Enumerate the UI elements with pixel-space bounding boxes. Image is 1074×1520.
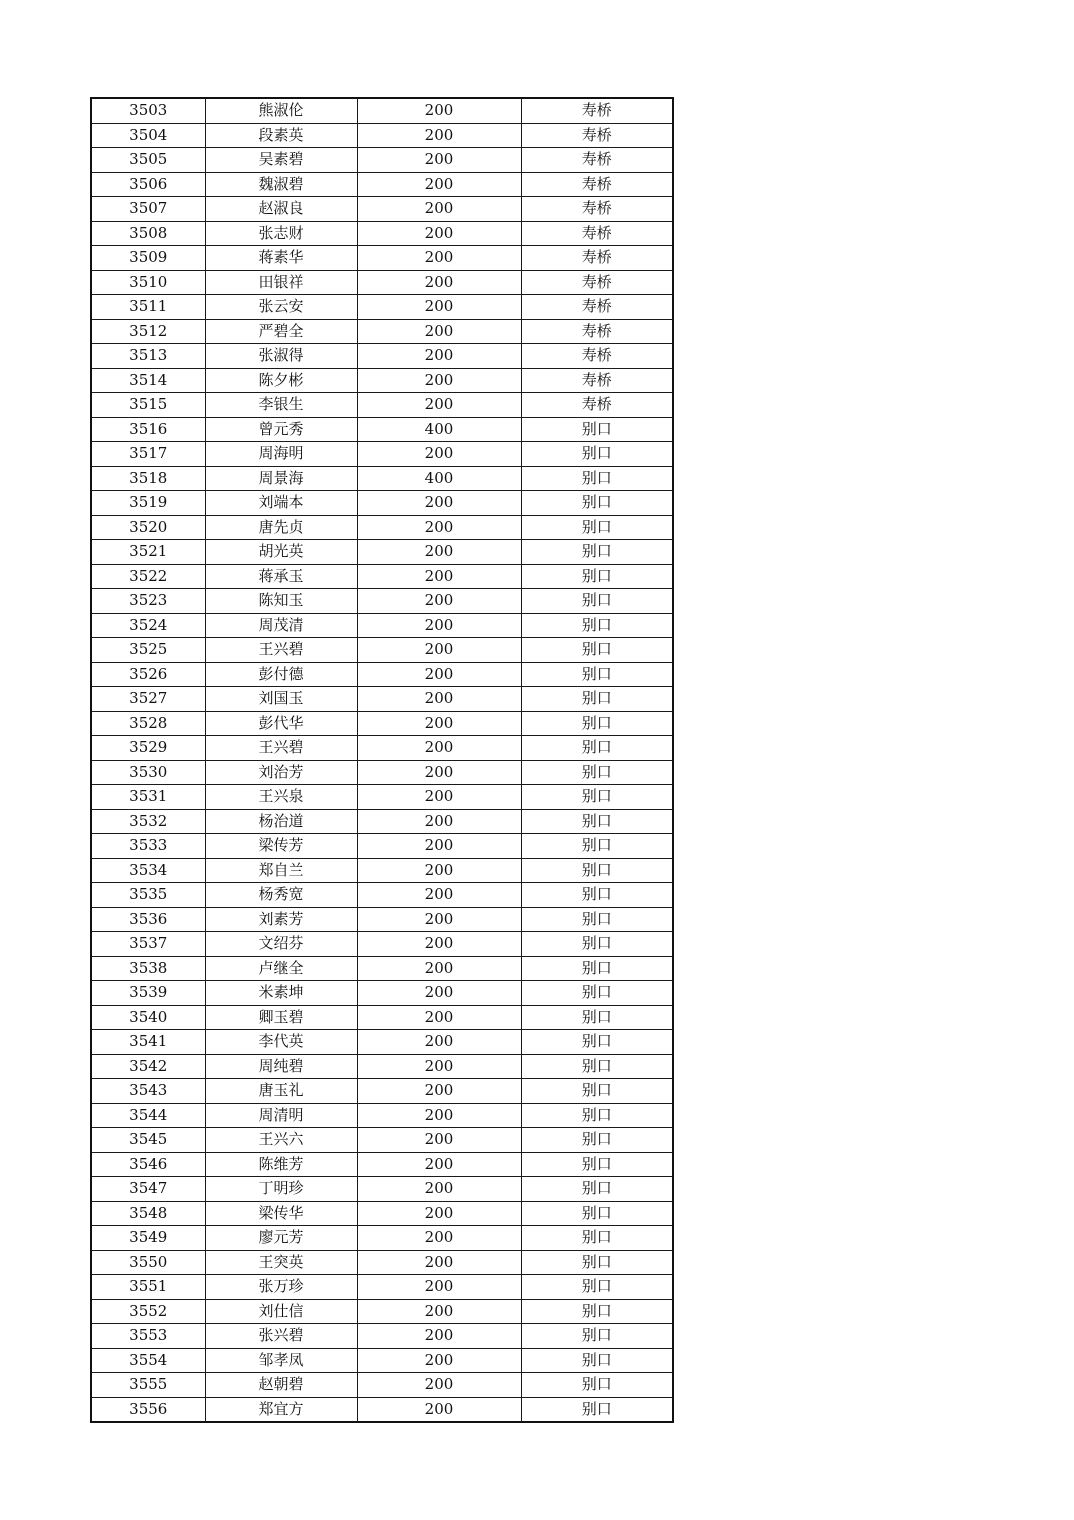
location-cell: 寿桥 bbox=[521, 148, 673, 173]
table-row bbox=[91, 1054, 673, 1079]
name-cell: 唐玉礼 bbox=[205, 1079, 357, 1104]
amount-cell: 200 bbox=[357, 1177, 521, 1202]
amount-cell: 200 bbox=[357, 393, 521, 418]
table-row bbox=[91, 172, 673, 197]
table-row bbox=[91, 687, 673, 712]
location-cell: 别口 bbox=[521, 466, 673, 491]
name-cell: 唐先贞 bbox=[205, 515, 357, 540]
name-cell: 赵朝碧 bbox=[205, 1373, 357, 1398]
table-row bbox=[91, 711, 673, 736]
row-number-cell: 3508 bbox=[91, 221, 205, 246]
location-cell: 别口 bbox=[521, 1201, 673, 1226]
amount-cell: 200 bbox=[357, 123, 521, 148]
amount-cell: 200 bbox=[357, 956, 521, 981]
row-number-cell: 3545 bbox=[91, 1128, 205, 1153]
table-row bbox=[91, 540, 673, 565]
name-cell: 陈夕彬 bbox=[205, 368, 357, 393]
amount-cell: 200 bbox=[357, 491, 521, 516]
table-row bbox=[91, 736, 673, 761]
amount-cell: 200 bbox=[357, 1275, 521, 1300]
row-number-cell: 3537 bbox=[91, 932, 205, 957]
table-row bbox=[91, 907, 673, 932]
location-cell: 寿桥 bbox=[521, 221, 673, 246]
location-cell: 别口 bbox=[521, 417, 673, 442]
name-cell: 周景海 bbox=[205, 466, 357, 491]
row-number-cell: 3531 bbox=[91, 785, 205, 810]
name-cell: 杨秀宽 bbox=[205, 883, 357, 908]
name-cell: 陈知玉 bbox=[205, 589, 357, 614]
location-cell: 寿桥 bbox=[521, 123, 673, 148]
name-cell: 张云安 bbox=[205, 295, 357, 320]
amount-cell: 200 bbox=[357, 809, 521, 834]
table-row bbox=[91, 1348, 673, 1373]
name-cell: 彭付德 bbox=[205, 662, 357, 687]
row-number-cell: 3556 bbox=[91, 1397, 205, 1422]
table-row bbox=[91, 1005, 673, 1030]
table-row bbox=[91, 564, 673, 589]
row-number-cell: 3516 bbox=[91, 417, 205, 442]
location-cell: 别口 bbox=[521, 1030, 673, 1055]
location-cell: 别口 bbox=[521, 687, 673, 712]
row-number-cell: 3548 bbox=[91, 1201, 205, 1226]
amount-cell: 200 bbox=[357, 246, 521, 271]
location-cell: 别口 bbox=[521, 1054, 673, 1079]
row-number-cell: 3523 bbox=[91, 589, 205, 614]
amount-cell: 200 bbox=[357, 1348, 521, 1373]
table-body bbox=[91, 98, 673, 1422]
location-cell: 别口 bbox=[521, 1152, 673, 1177]
amount-cell: 200 bbox=[357, 1299, 521, 1324]
name-cell: 郑宜方 bbox=[205, 1397, 357, 1422]
row-number-cell: 3517 bbox=[91, 442, 205, 467]
location-cell: 寿桥 bbox=[521, 246, 673, 271]
location-cell: 别口 bbox=[521, 883, 673, 908]
table-row bbox=[91, 662, 673, 687]
table-row bbox=[91, 981, 673, 1006]
name-cell: 周纯碧 bbox=[205, 1054, 357, 1079]
location-cell: 寿桥 bbox=[521, 98, 673, 123]
amount-cell: 200 bbox=[357, 687, 521, 712]
amount-cell: 200 bbox=[357, 589, 521, 614]
name-cell: 曾元秀 bbox=[205, 417, 357, 442]
table-row bbox=[91, 1030, 673, 1055]
location-cell: 别口 bbox=[521, 1079, 673, 1104]
row-number-cell: 3503 bbox=[91, 98, 205, 123]
row-number-cell: 3549 bbox=[91, 1226, 205, 1251]
table-row bbox=[91, 417, 673, 442]
row-number-cell: 3554 bbox=[91, 1348, 205, 1373]
table-row bbox=[91, 466, 673, 491]
name-cell: 王兴碧 bbox=[205, 638, 357, 663]
table-row bbox=[91, 491, 673, 516]
location-cell: 别口 bbox=[521, 834, 673, 859]
amount-cell: 200 bbox=[357, 98, 521, 123]
amount-cell: 200 bbox=[357, 1103, 521, 1128]
row-number-cell: 3515 bbox=[91, 393, 205, 418]
table-row bbox=[91, 393, 673, 418]
table-row bbox=[91, 1103, 673, 1128]
name-cell: 杨治道 bbox=[205, 809, 357, 834]
amount-cell: 200 bbox=[357, 1226, 521, 1251]
amount-cell: 200 bbox=[357, 1054, 521, 1079]
name-cell: 刘素芳 bbox=[205, 907, 357, 932]
name-cell: 廖元芳 bbox=[205, 1226, 357, 1251]
amount-cell: 200 bbox=[357, 270, 521, 295]
row-number-cell: 3539 bbox=[91, 981, 205, 1006]
location-cell: 别口 bbox=[521, 1177, 673, 1202]
table-row bbox=[91, 368, 673, 393]
amount-cell: 200 bbox=[357, 1324, 521, 1349]
location-cell: 别口 bbox=[521, 1275, 673, 1300]
amount-cell: 200 bbox=[357, 515, 521, 540]
name-cell: 段素英 bbox=[205, 123, 357, 148]
location-cell: 别口 bbox=[521, 1226, 673, 1251]
name-cell: 蒋承玉 bbox=[205, 564, 357, 589]
name-cell: 王兴六 bbox=[205, 1128, 357, 1153]
name-cell: 王突英 bbox=[205, 1250, 357, 1275]
row-number-cell: 3519 bbox=[91, 491, 205, 516]
table-row bbox=[91, 809, 673, 834]
name-cell: 刘仕信 bbox=[205, 1299, 357, 1324]
name-cell: 胡光英 bbox=[205, 540, 357, 565]
row-number-cell: 3538 bbox=[91, 956, 205, 981]
name-cell: 张兴碧 bbox=[205, 1324, 357, 1349]
table-row bbox=[91, 1373, 673, 1398]
location-cell: 寿桥 bbox=[521, 368, 673, 393]
location-cell: 别口 bbox=[521, 981, 673, 1006]
row-number-cell: 3505 bbox=[91, 148, 205, 173]
row-number-cell: 3513 bbox=[91, 344, 205, 369]
name-cell: 刘端本 bbox=[205, 491, 357, 516]
location-cell: 别口 bbox=[521, 564, 673, 589]
location-cell: 别口 bbox=[521, 809, 673, 834]
name-cell: 周茂清 bbox=[205, 613, 357, 638]
row-number-cell: 3543 bbox=[91, 1079, 205, 1104]
row-number-cell: 3507 bbox=[91, 197, 205, 222]
row-number-cell: 3511 bbox=[91, 295, 205, 320]
amount-cell: 200 bbox=[357, 736, 521, 761]
location-cell: 别口 bbox=[521, 956, 673, 981]
table-row bbox=[91, 1250, 673, 1275]
name-cell: 丁明珍 bbox=[205, 1177, 357, 1202]
table-row bbox=[91, 295, 673, 320]
table-row bbox=[91, 1226, 673, 1251]
table-row bbox=[91, 589, 673, 614]
table-row bbox=[91, 1177, 673, 1202]
name-cell: 梁传华 bbox=[205, 1201, 357, 1226]
location-cell: 寿桥 bbox=[521, 344, 673, 369]
location-cell: 别口 bbox=[521, 1250, 673, 1275]
amount-cell: 200 bbox=[357, 564, 521, 589]
location-cell: 别口 bbox=[521, 1397, 673, 1422]
row-number-cell: 3535 bbox=[91, 883, 205, 908]
row-number-cell: 3542 bbox=[91, 1054, 205, 1079]
table-row bbox=[91, 932, 673, 957]
amount-cell: 200 bbox=[357, 1250, 521, 1275]
amount-cell: 200 bbox=[357, 1397, 521, 1422]
name-cell: 刘国玉 bbox=[205, 687, 357, 712]
amount-cell: 200 bbox=[357, 344, 521, 369]
location-cell: 寿桥 bbox=[521, 270, 673, 295]
location-cell: 寿桥 bbox=[521, 197, 673, 222]
amount-cell: 200 bbox=[357, 221, 521, 246]
location-cell: 别口 bbox=[521, 907, 673, 932]
amount-cell: 200 bbox=[357, 368, 521, 393]
amount-cell: 200 bbox=[357, 907, 521, 932]
amount-cell: 200 bbox=[357, 932, 521, 957]
row-number-cell: 3522 bbox=[91, 564, 205, 589]
table-row bbox=[91, 148, 673, 173]
amount-cell: 200 bbox=[357, 834, 521, 859]
amount-cell: 200 bbox=[357, 662, 521, 687]
location-cell: 别口 bbox=[521, 1348, 673, 1373]
table-row bbox=[91, 883, 673, 908]
name-cell: 周清明 bbox=[205, 1103, 357, 1128]
row-number-cell: 3506 bbox=[91, 172, 205, 197]
location-cell: 别口 bbox=[521, 785, 673, 810]
location-cell: 别口 bbox=[521, 760, 673, 785]
amount-cell: 200 bbox=[357, 148, 521, 173]
location-cell: 别口 bbox=[521, 711, 673, 736]
location-cell: 别口 bbox=[521, 1324, 673, 1349]
name-cell: 张淑得 bbox=[205, 344, 357, 369]
amount-cell: 200 bbox=[357, 711, 521, 736]
amount-cell: 200 bbox=[357, 319, 521, 344]
table-row bbox=[91, 760, 673, 785]
name-cell: 王兴碧 bbox=[205, 736, 357, 761]
name-cell: 严碧全 bbox=[205, 319, 357, 344]
name-cell: 张志财 bbox=[205, 221, 357, 246]
amount-cell: 200 bbox=[357, 785, 521, 810]
location-cell: 寿桥 bbox=[521, 295, 673, 320]
name-cell: 张万珍 bbox=[205, 1275, 357, 1300]
row-number-cell: 3530 bbox=[91, 760, 205, 785]
table-row bbox=[91, 98, 673, 123]
name-cell: 吴素碧 bbox=[205, 148, 357, 173]
location-cell: 寿桥 bbox=[521, 172, 673, 197]
table-row bbox=[91, 1397, 673, 1422]
location-cell: 别口 bbox=[521, 589, 673, 614]
location-cell: 别口 bbox=[521, 613, 673, 638]
table-row bbox=[91, 442, 673, 467]
name-cell: 梁传芳 bbox=[205, 834, 357, 859]
row-number-cell: 3526 bbox=[91, 662, 205, 687]
row-number-cell: 3533 bbox=[91, 834, 205, 859]
row-number-cell: 3550 bbox=[91, 1250, 205, 1275]
amount-cell: 200 bbox=[357, 981, 521, 1006]
name-cell: 王兴泉 bbox=[205, 785, 357, 810]
table-row bbox=[91, 858, 673, 883]
row-number-cell: 3547 bbox=[91, 1177, 205, 1202]
location-cell: 寿桥 bbox=[521, 319, 673, 344]
location-cell: 别口 bbox=[521, 1128, 673, 1153]
amount-cell: 200 bbox=[357, 1373, 521, 1398]
table-row bbox=[91, 834, 673, 859]
row-number-cell: 3536 bbox=[91, 907, 205, 932]
name-cell: 刘治芳 bbox=[205, 760, 357, 785]
table-row bbox=[91, 638, 673, 663]
name-cell: 文绍芬 bbox=[205, 932, 357, 957]
amount-cell: 200 bbox=[357, 760, 521, 785]
row-number-cell: 3524 bbox=[91, 613, 205, 638]
row-number-cell: 3527 bbox=[91, 687, 205, 712]
name-cell: 李银生 bbox=[205, 393, 357, 418]
amount-cell: 200 bbox=[357, 172, 521, 197]
name-cell: 邹孝凤 bbox=[205, 1348, 357, 1373]
name-cell: 卿玉碧 bbox=[205, 1005, 357, 1030]
table-row bbox=[91, 1201, 673, 1226]
name-cell: 彭代华 bbox=[205, 711, 357, 736]
table-row bbox=[91, 1128, 673, 1153]
table-row bbox=[91, 246, 673, 271]
table-row bbox=[91, 613, 673, 638]
location-cell: 别口 bbox=[521, 638, 673, 663]
row-number-cell: 3520 bbox=[91, 515, 205, 540]
location-cell: 别口 bbox=[521, 515, 673, 540]
table-row bbox=[91, 515, 673, 540]
amount-cell: 200 bbox=[357, 858, 521, 883]
amount-cell: 200 bbox=[357, 1079, 521, 1104]
table-row bbox=[91, 1152, 673, 1177]
amount-cell: 200 bbox=[357, 540, 521, 565]
location-cell: 别口 bbox=[521, 1299, 673, 1324]
table-row bbox=[91, 197, 673, 222]
location-cell: 别口 bbox=[521, 662, 673, 687]
row-number-cell: 3553 bbox=[91, 1324, 205, 1349]
amount-cell: 200 bbox=[357, 883, 521, 908]
amount-cell: 400 bbox=[357, 417, 521, 442]
location-cell: 别口 bbox=[521, 540, 673, 565]
row-number-cell: 3518 bbox=[91, 466, 205, 491]
name-cell: 赵淑良 bbox=[205, 197, 357, 222]
name-cell: 田银祥 bbox=[205, 270, 357, 295]
row-number-cell: 3510 bbox=[91, 270, 205, 295]
amount-cell: 400 bbox=[357, 466, 521, 491]
data-table bbox=[90, 97, 674, 1423]
row-number-cell: 3525 bbox=[91, 638, 205, 663]
amount-cell: 200 bbox=[357, 1128, 521, 1153]
name-cell: 熊淑伦 bbox=[205, 98, 357, 123]
name-cell: 周海明 bbox=[205, 442, 357, 467]
row-number-cell: 3532 bbox=[91, 809, 205, 834]
name-cell: 米素坤 bbox=[205, 981, 357, 1006]
amount-cell: 200 bbox=[357, 1201, 521, 1226]
name-cell: 魏淑碧 bbox=[205, 172, 357, 197]
name-cell: 陈维芳 bbox=[205, 1152, 357, 1177]
row-number-cell: 3504 bbox=[91, 123, 205, 148]
row-number-cell: 3512 bbox=[91, 319, 205, 344]
row-number-cell: 3546 bbox=[91, 1152, 205, 1177]
row-number-cell: 3551 bbox=[91, 1275, 205, 1300]
name-cell: 郑自兰 bbox=[205, 858, 357, 883]
table-row bbox=[91, 344, 673, 369]
table-row bbox=[91, 956, 673, 981]
table-row bbox=[91, 270, 673, 295]
amount-cell: 200 bbox=[357, 638, 521, 663]
row-number-cell: 3555 bbox=[91, 1373, 205, 1398]
row-number-cell: 3529 bbox=[91, 736, 205, 761]
name-cell: 李代英 bbox=[205, 1030, 357, 1055]
name-cell: 蒋素华 bbox=[205, 246, 357, 271]
row-number-cell: 3509 bbox=[91, 246, 205, 271]
table-row bbox=[91, 123, 673, 148]
name-cell: 卢继全 bbox=[205, 956, 357, 981]
table-row bbox=[91, 785, 673, 810]
row-number-cell: 3534 bbox=[91, 858, 205, 883]
table-row bbox=[91, 1299, 673, 1324]
row-number-cell: 3552 bbox=[91, 1299, 205, 1324]
amount-cell: 200 bbox=[357, 1030, 521, 1055]
amount-cell: 200 bbox=[357, 1005, 521, 1030]
table-row bbox=[91, 1324, 673, 1349]
row-number-cell: 3544 bbox=[91, 1103, 205, 1128]
location-cell: 别口 bbox=[521, 442, 673, 467]
location-cell: 别口 bbox=[521, 1373, 673, 1398]
location-cell: 别口 bbox=[521, 1103, 673, 1128]
amount-cell: 200 bbox=[357, 613, 521, 638]
table-row bbox=[91, 319, 673, 344]
amount-cell: 200 bbox=[357, 197, 521, 222]
row-number-cell: 3528 bbox=[91, 711, 205, 736]
row-number-cell: 3514 bbox=[91, 368, 205, 393]
amount-cell: 200 bbox=[357, 295, 521, 320]
location-cell: 寿桥 bbox=[521, 393, 673, 418]
amount-cell: 200 bbox=[357, 1152, 521, 1177]
location-cell: 别口 bbox=[521, 491, 673, 516]
row-number-cell: 3541 bbox=[91, 1030, 205, 1055]
table-row bbox=[91, 221, 673, 246]
location-cell: 别口 bbox=[521, 1005, 673, 1030]
row-number-cell: 3540 bbox=[91, 1005, 205, 1030]
location-cell: 别口 bbox=[521, 858, 673, 883]
amount-cell: 200 bbox=[357, 442, 521, 467]
location-cell: 别口 bbox=[521, 736, 673, 761]
table-row bbox=[91, 1275, 673, 1300]
row-number-cell: 3521 bbox=[91, 540, 205, 565]
table-row bbox=[91, 1079, 673, 1104]
location-cell: 别口 bbox=[521, 932, 673, 957]
